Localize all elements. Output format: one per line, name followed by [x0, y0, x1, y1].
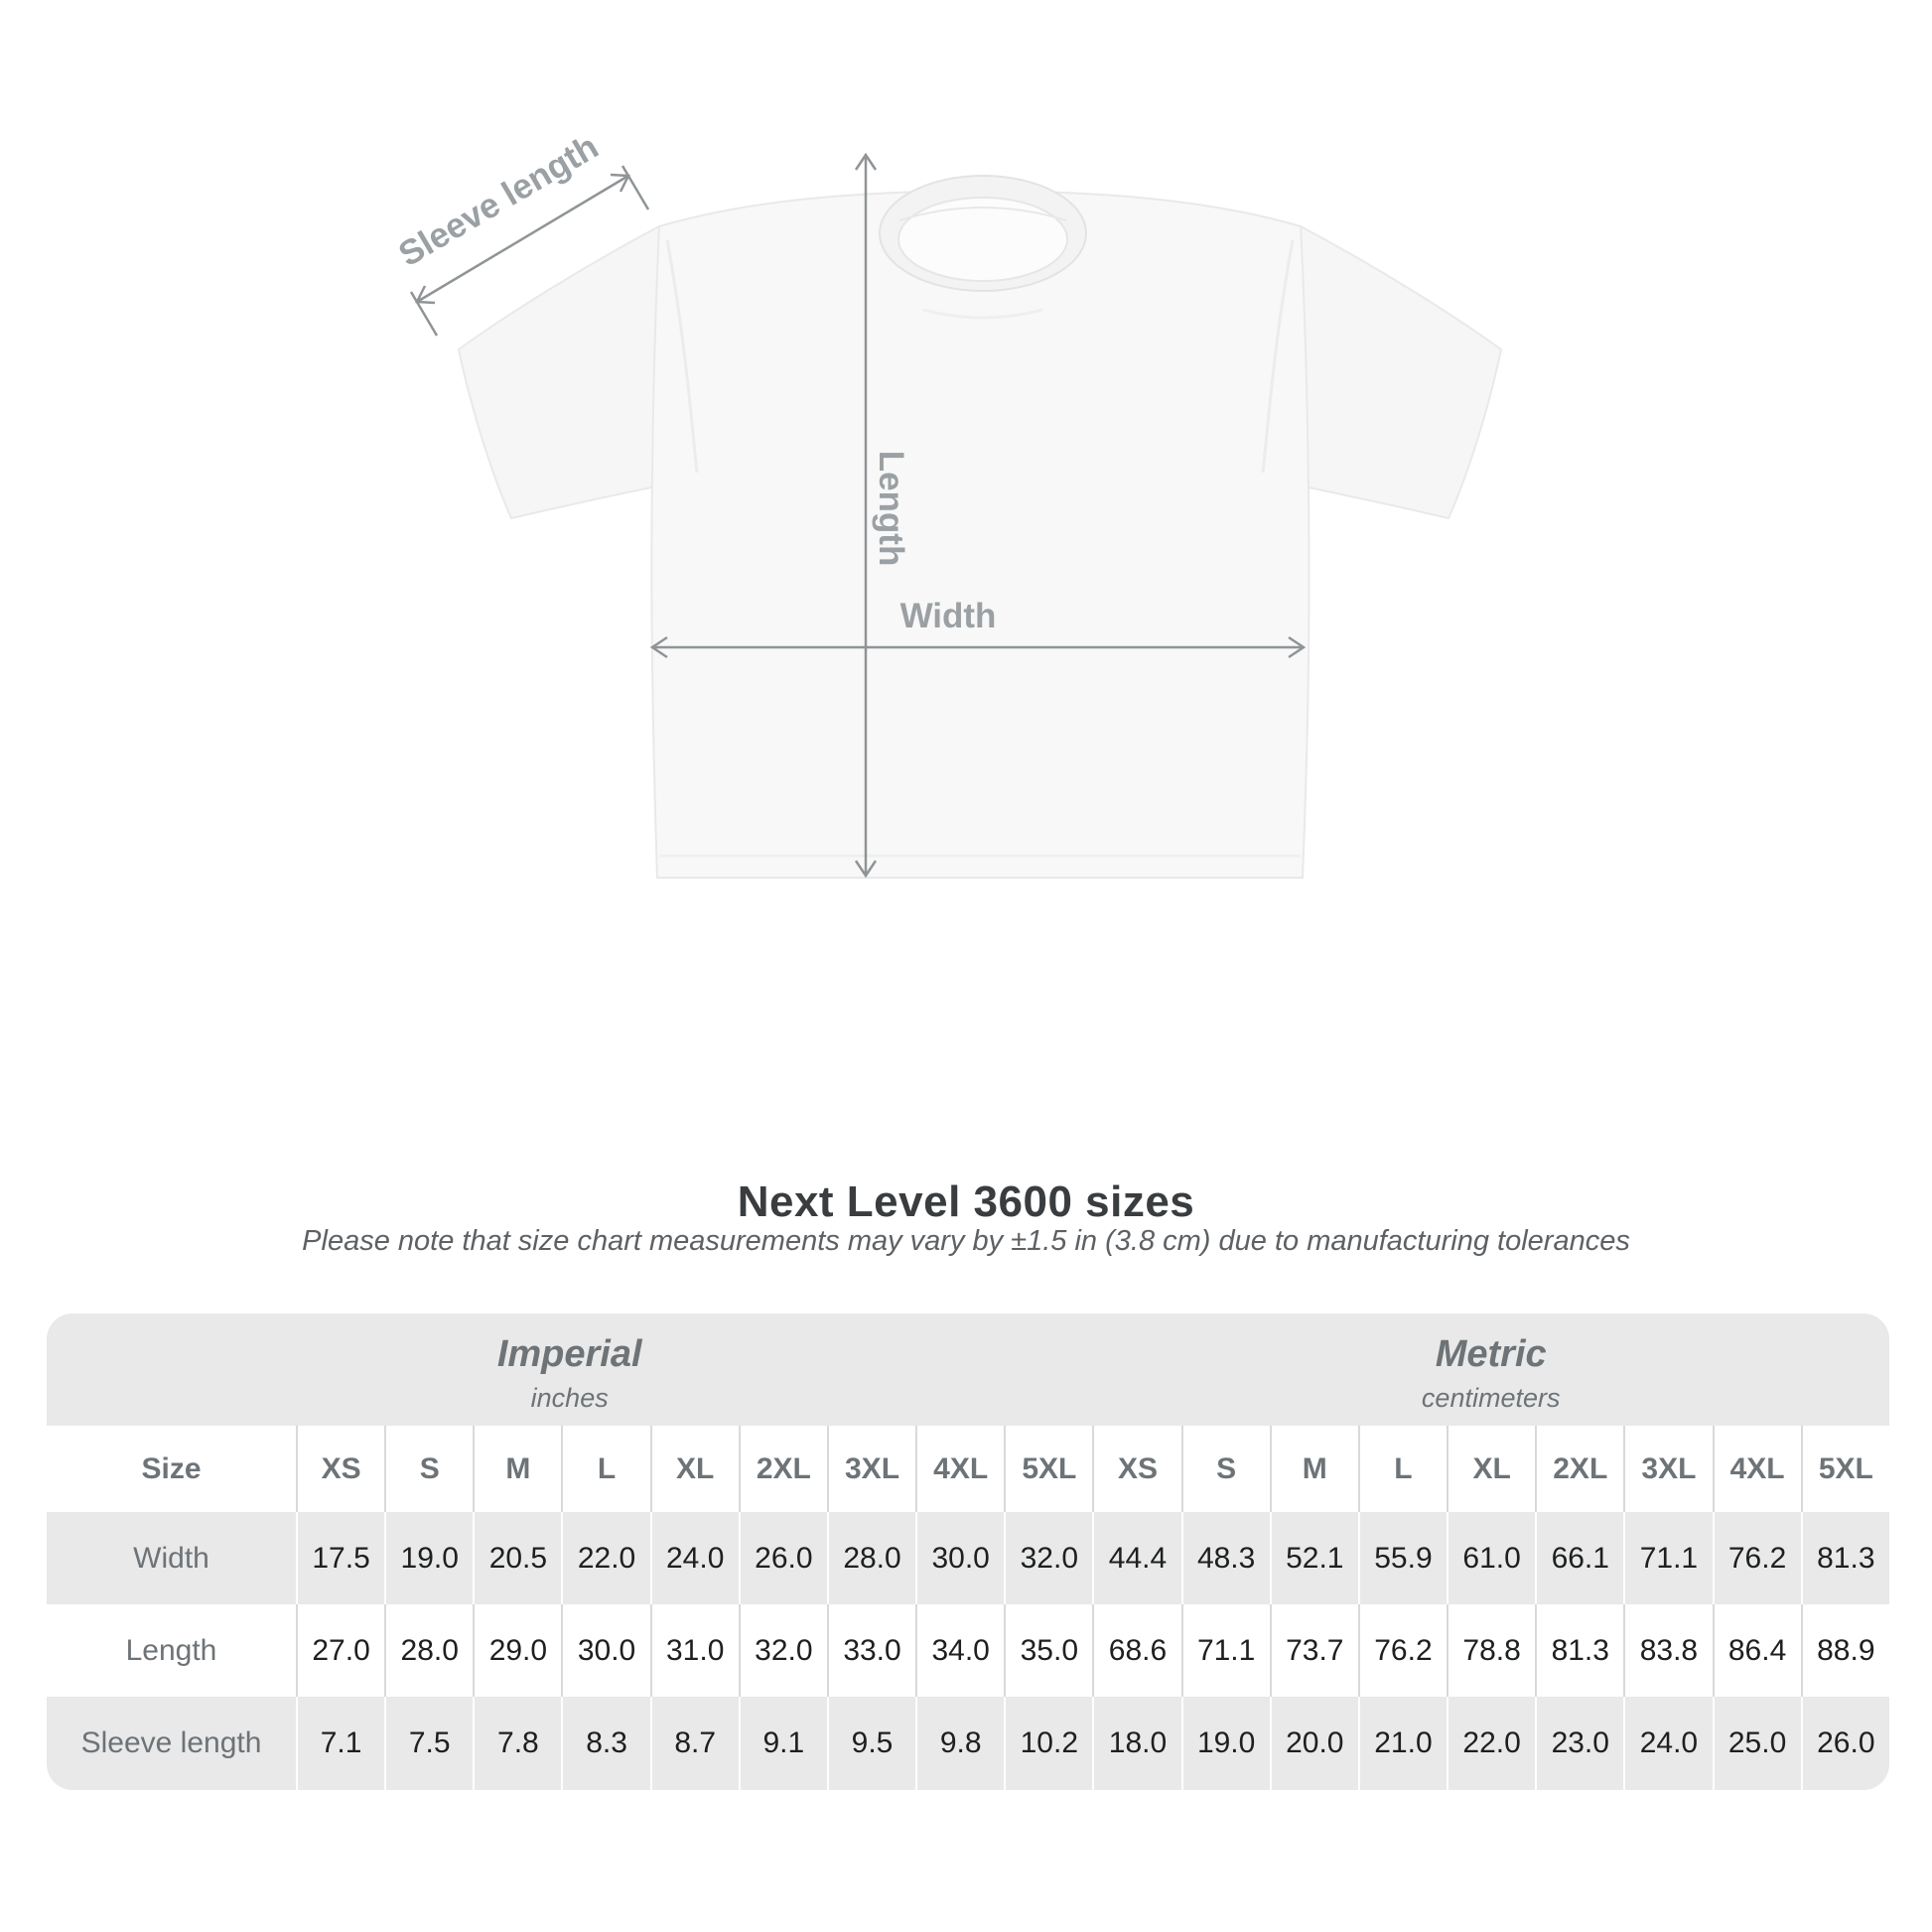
- width-label: Width: [899, 597, 997, 635]
- measurement-cell: 19.0: [384, 1512, 473, 1604]
- measurement-cell: 27.0: [296, 1604, 384, 1697]
- size-header-imperial-4xl: 4XL: [915, 1426, 1004, 1512]
- measurement-cell: 33.0: [827, 1604, 915, 1697]
- size-header-metric-4xl: 4XL: [1713, 1426, 1801, 1512]
- measurement-cell: 35.0: [1004, 1604, 1092, 1697]
- size-header-metric-2xl: 2XL: [1535, 1426, 1623, 1512]
- measurement-cell: 86.4: [1713, 1604, 1801, 1697]
- measurement-cell: 44.4: [1092, 1512, 1180, 1604]
- measurement-cell: 24.0: [1623, 1697, 1712, 1790]
- size-chart-table-container: [47, 1313, 1889, 1790]
- page-title: Next Level 3600 sizes: [737, 1177, 1195, 1226]
- measurement-cell: 22.0: [561, 1512, 649, 1604]
- size-header-metric-xl: XL: [1447, 1426, 1535, 1512]
- size-header-row: [47, 1426, 1889, 1512]
- size-header-imperial-s: S: [384, 1426, 473, 1512]
- width-row: [47, 1512, 1889, 1604]
- imperial-group-name: Imperial: [496, 1333, 642, 1376]
- size-table: [47, 1313, 1889, 1790]
- measurement-cell: 71.1: [1623, 1512, 1712, 1604]
- measurement-cell: 26.0: [739, 1512, 827, 1604]
- row-label-width: Width: [133, 1541, 209, 1575]
- size-header-imperial-xs: XS: [296, 1426, 384, 1512]
- measurement-cell: 8.3: [561, 1697, 649, 1790]
- measurement-cell: 20.0: [1270, 1697, 1358, 1790]
- tshirt-body: [651, 191, 1309, 878]
- size-header-imperial-m: M: [473, 1426, 561, 1512]
- length-label: Length: [872, 450, 910, 567]
- measurement-cell: 10.2: [1004, 1697, 1092, 1790]
- measurement-cell: 24.0: [650, 1512, 739, 1604]
- metric-group-header: [1092, 1313, 1889, 1426]
- measurement-cell: 32.0: [739, 1604, 827, 1697]
- metric-group-unit: centimeters: [1421, 1382, 1561, 1413]
- size-header-imperial-5xl: 5XL: [1004, 1426, 1092, 1512]
- sleeve-length-label: Sleeve length: [392, 127, 606, 275]
- measurement-cell: 68.6: [1092, 1604, 1180, 1697]
- measurement-cell: 73.7: [1270, 1604, 1358, 1697]
- size-header-metric-m: M: [1270, 1426, 1358, 1512]
- measurement-cell: 23.0: [1535, 1697, 1623, 1790]
- length-row: [47, 1604, 1889, 1697]
- measurement-cell: 21.0: [1358, 1697, 1447, 1790]
- unit-group-row: [47, 1313, 1889, 1426]
- collar-opening: [898, 198, 1067, 281]
- measurement-cell: 66.1: [1535, 1512, 1623, 1604]
- measurement-cell: 7.8: [473, 1697, 561, 1790]
- measurement-cell: 71.1: [1181, 1604, 1270, 1697]
- size-header-imperial-2xl: 2XL: [739, 1426, 827, 1512]
- measurement-cell: 26.0: [1801, 1697, 1889, 1790]
- measurement-cell: 52.1: [1270, 1512, 1358, 1604]
- measurement-cell: 83.8: [1623, 1604, 1712, 1697]
- measurement-cell: 19.0: [1181, 1697, 1270, 1790]
- measurement-cell: 7.5: [384, 1697, 473, 1790]
- size-header-metric-s: S: [1181, 1426, 1270, 1512]
- size-header-imperial-l: L: [561, 1426, 649, 1512]
- measurement-cell: 61.0: [1447, 1512, 1535, 1604]
- size-header-imperial-3xl: 3XL: [827, 1426, 915, 1512]
- sleeve-length-row: [47, 1697, 1889, 1790]
- measurement-cell: 34.0: [915, 1604, 1004, 1697]
- measurement-cell: 48.3: [1181, 1512, 1270, 1604]
- measurement-cell: 76.2: [1358, 1604, 1447, 1697]
- measurement-cell: 8.7: [650, 1697, 739, 1790]
- measurement-cell: 25.0: [1713, 1697, 1801, 1790]
- imperial-group-header: [47, 1313, 1092, 1426]
- row-label-sleeve-length: Sleeve length: [80, 1726, 262, 1759]
- size-header-metric-l: L: [1358, 1426, 1447, 1512]
- row-label-length: Length: [125, 1633, 217, 1667]
- size-header-imperial-xl: XL: [650, 1426, 739, 1512]
- measurement-cell: 7.1: [296, 1697, 384, 1790]
- measurement-cell: 28.0: [384, 1604, 473, 1697]
- measurement-cell: 9.5: [827, 1697, 915, 1790]
- measurement-cell: 28.0: [827, 1512, 915, 1604]
- measurement-cell: 22.0: [1447, 1697, 1535, 1790]
- measurement-cell: 88.9: [1801, 1604, 1889, 1697]
- measurement-cell: 81.3: [1801, 1512, 1889, 1604]
- imperial-group-unit: inches: [530, 1382, 609, 1413]
- measurement-cell: 78.8: [1447, 1604, 1535, 1697]
- measurement-cell: 9.1: [739, 1697, 827, 1790]
- measurement-cell: 55.9: [1358, 1512, 1447, 1604]
- measurement-cell: 76.2: [1713, 1512, 1801, 1604]
- measurement-cell: 81.3: [1535, 1604, 1623, 1697]
- measurement-cell: 20.5: [473, 1512, 561, 1604]
- measurement-cell: 17.5: [296, 1512, 384, 1604]
- measurement-cell: 31.0: [650, 1604, 739, 1697]
- size-header-metric-xs: XS: [1092, 1426, 1180, 1512]
- measurement-cell: 29.0: [473, 1604, 561, 1697]
- metric-group-name: Metric: [1435, 1333, 1547, 1376]
- measurement-cell: 30.0: [561, 1604, 649, 1697]
- measurement-cell: 30.0: [915, 1512, 1004, 1604]
- measurement-cell: 32.0: [1004, 1512, 1092, 1604]
- tolerance-note: Please note that size chart measurements may vary by ±1.5 in (3.8 cm) due to manufacturing tolerances: [302, 1225, 1630, 1257]
- measurement-cell: 9.8: [915, 1697, 1004, 1790]
- size-column-label: Size: [141, 1451, 202, 1485]
- size-header-metric-5xl: 5XL: [1801, 1426, 1889, 1512]
- size-header-metric-3xl: 3XL: [1623, 1426, 1712, 1512]
- measurement-cell: 18.0: [1092, 1697, 1180, 1790]
